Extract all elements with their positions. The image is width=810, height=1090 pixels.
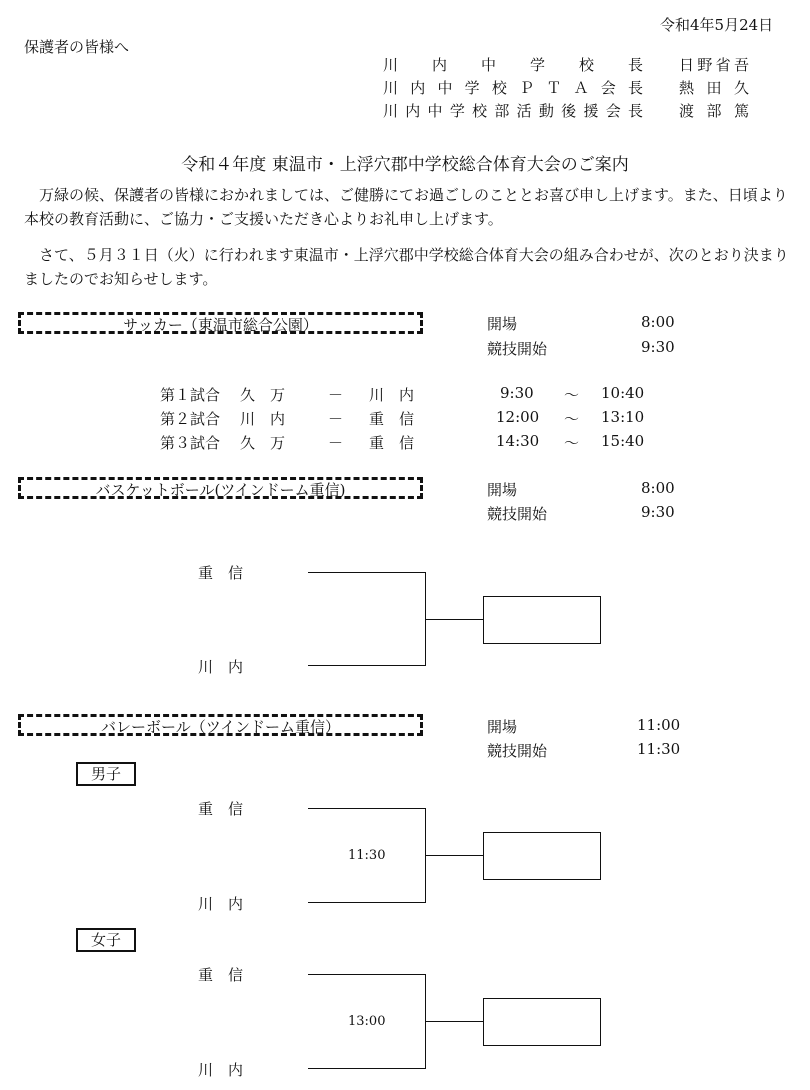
bracket-line	[308, 902, 426, 903]
signatory-title: 川内中学校部活動後援会長	[383, 102, 643, 120]
bracket-line	[425, 619, 483, 620]
soccer-start-time: 9:30	[641, 338, 675, 356]
bracket-team-bottom: 川 内	[198, 895, 244, 913]
bracket-team-top: 重 信	[198, 800, 244, 818]
tilde: ～	[564, 434, 580, 452]
match-number: 第３試合	[160, 434, 221, 452]
match-number: 第２試合	[160, 410, 221, 428]
match-end: 15:40	[601, 432, 645, 450]
signatory-name: 熱田久	[679, 79, 749, 97]
bracket-line	[308, 665, 426, 666]
document-date: 令和4年5月24日	[660, 16, 774, 34]
volleyball-open-time: 11:00	[637, 716, 681, 734]
bracket-team-top: 重 信	[198, 966, 244, 984]
signatory-title: 川内中学校長	[383, 56, 643, 74]
signatory-name: 渡部篤	[679, 102, 749, 120]
greeting: 保護者の皆様へ	[24, 38, 130, 56]
match-start: 9:30	[500, 384, 534, 402]
match-time: 13:00	[348, 1014, 386, 1029]
volleyball-start-time: 11:30	[637, 740, 681, 758]
soccer-start-label: 競技開始	[487, 340, 548, 358]
match-time: 11:30	[348, 848, 386, 863]
soccer-open-label: 開場	[487, 315, 518, 333]
basketball-banner: バスケットボール(ツインドーム重信)	[18, 477, 423, 499]
tilde: ～	[564, 410, 580, 428]
team-a: 久 万	[240, 434, 286, 452]
dash: －	[328, 434, 344, 452]
volleyball-banner: バレーボール（ツインドーム重信）	[18, 714, 423, 736]
team-a: 川 内	[240, 410, 286, 428]
document-title: 令和４年度 東温市・上浮穴郡中学校総合体育大会のご案内	[181, 155, 629, 175]
bracket-line	[308, 572, 426, 573]
tilde: ～	[564, 386, 580, 404]
volleyball-open-label: 開場	[487, 718, 518, 736]
match-number: 第１試合	[160, 386, 221, 404]
team-a: 久 万	[240, 386, 286, 404]
signatory-name: 日野省吾	[679, 56, 749, 74]
result-box	[483, 832, 601, 880]
team-b: 重 信	[369, 434, 415, 452]
match-end: 10:40	[601, 384, 645, 402]
result-box	[483, 998, 601, 1046]
match-start: 12:00	[496, 408, 540, 426]
dash: －	[328, 410, 344, 428]
result-box	[483, 596, 601, 644]
bracket-team-top: 重 信	[198, 564, 244, 582]
bracket-line	[308, 974, 426, 975]
basketball-start-time: 9:30	[641, 503, 675, 521]
boys-label: 男子	[76, 762, 136, 786]
basketball-open-time: 8:00	[641, 479, 675, 497]
soccer-open-time: 8:00	[641, 313, 675, 331]
basketball-start-label: 競技開始	[487, 505, 548, 523]
basketball-open-label: 開場	[487, 481, 518, 499]
team-b: 重 信	[369, 410, 415, 428]
paragraph-greeting: 万緑の候、保護者の皆様におかれましては、ご健勝にてお過ごしのこととお喜び申し上げます。また、日頃より本校の教育活動に、ご協力・ご支援いただき心よりお礼申し上げます。	[24, 186, 788, 228]
bracket-line	[308, 808, 426, 809]
bracket-line	[425, 1021, 483, 1022]
match-start: 14:30	[496, 432, 540, 450]
dash: －	[328, 386, 344, 404]
bracket-line	[425, 855, 483, 856]
volleyball-start-label: 競技開始	[487, 742, 548, 760]
soccer-banner: サッカー（東温市総合公園）	[18, 312, 423, 334]
girls-label: 女子	[76, 928, 136, 952]
bracket-team-bottom: 川 内	[198, 1061, 244, 1079]
match-end: 13:10	[601, 408, 645, 426]
bracket-team-bottom: 川 内	[198, 658, 244, 676]
bracket-line	[308, 1068, 426, 1069]
team-b: 川 内	[369, 386, 415, 404]
paragraph-announcement: さて、５月３１日（火）に行われます東温市・上浮穴郡中学校総合体育大会の組み合わせが、次のとおり決まりましたのでお知らせします。	[24, 246, 789, 288]
signatory-title: 川内中学校ＰＴＡ会長	[383, 79, 643, 97]
